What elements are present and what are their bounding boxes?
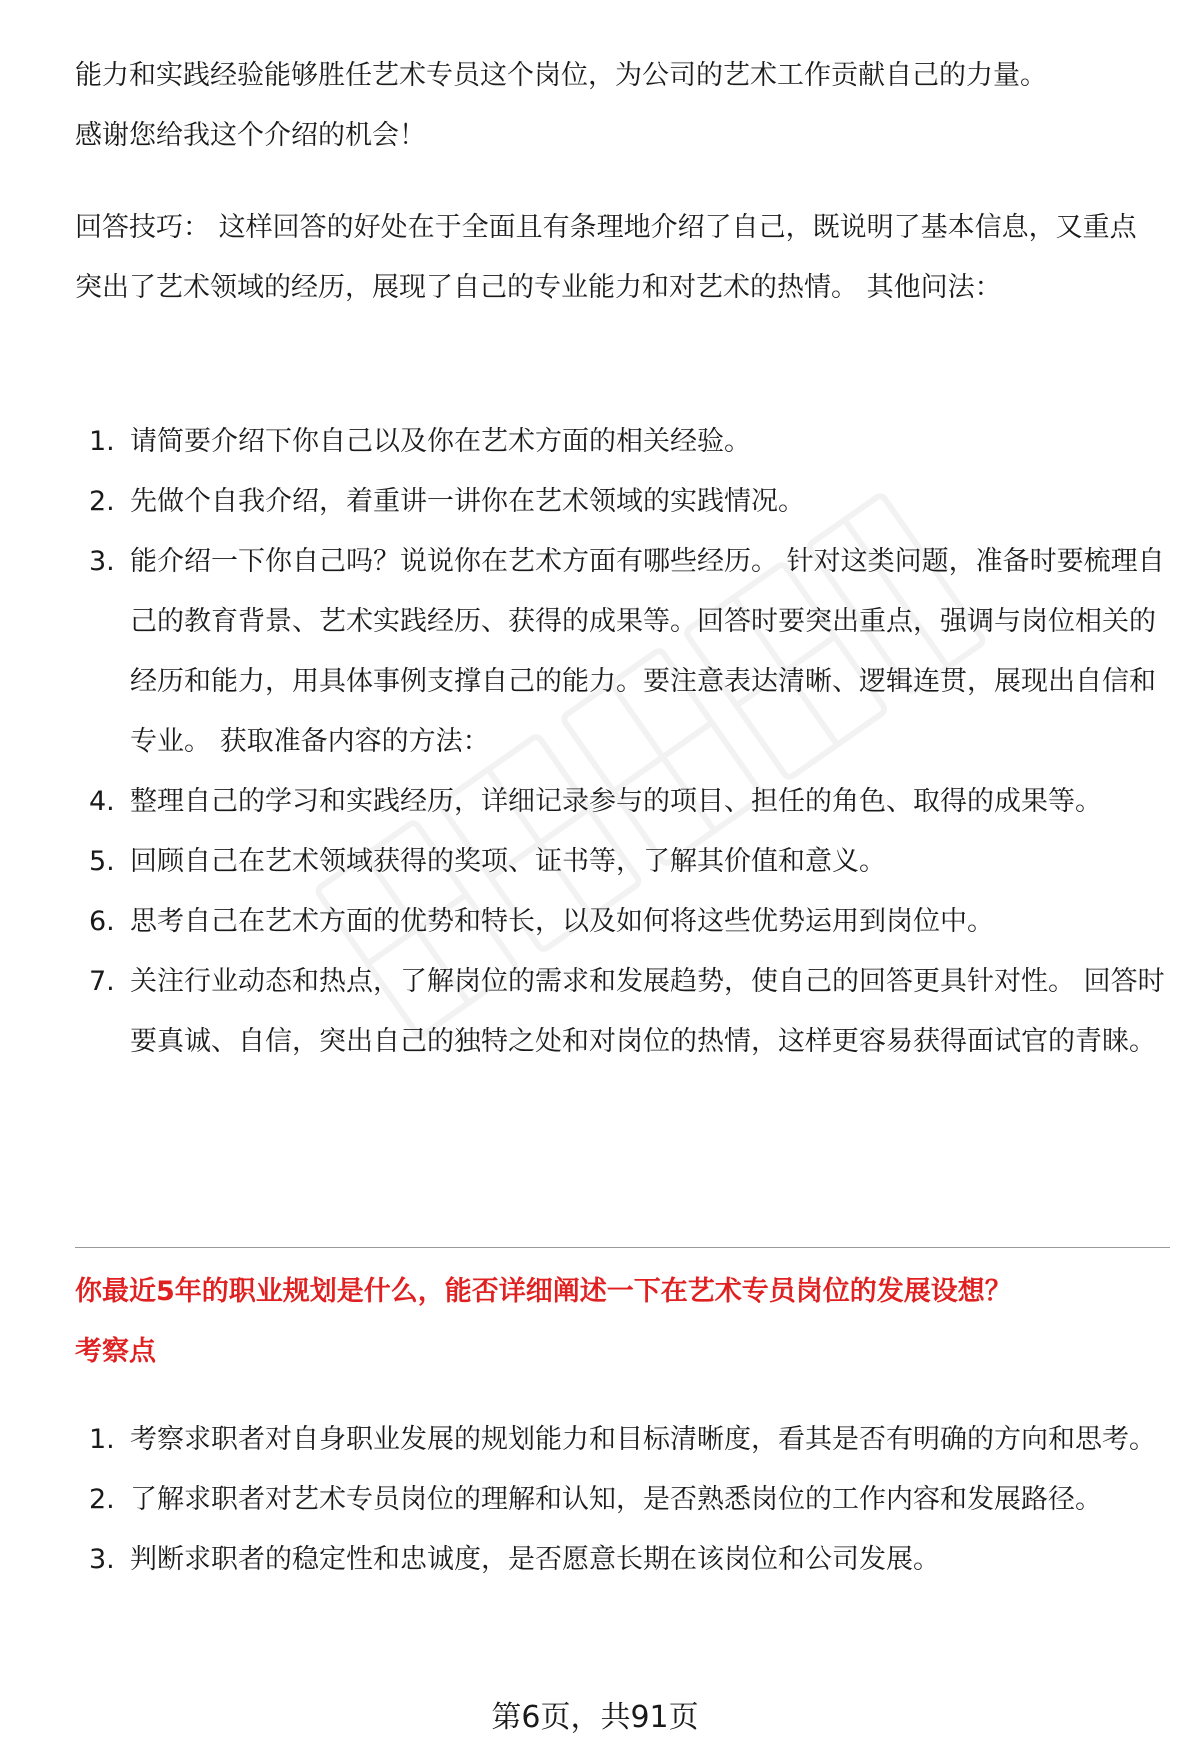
list-number: 1. [89, 1424, 115, 1455]
list-item [75, 472, 1165, 532]
list-item [75, 1530, 1165, 1590]
tips-paragraph: 回答技巧： 这样回答的好处在于全面且有条理地介绍了自己，既说明了基本信息，又重点突出了艺术领域的经历，展现了自己的专业能力和对艺术的热情。 其他问法： [75, 212, 1137, 303]
list-number: 6. [89, 906, 115, 937]
alternate-questions-list [75, 412, 1165, 1072]
page-number-footer: 第6页，共91页 [491, 1700, 699, 1735]
list-text: 关注行业动态和热点，了解岗位的需求和发展趋势，使自己的回答更具针对性。 回答时要真诚、自信，突出自己的独特之处和对岗位的热情，这样更容易获得面试官的青睐。 [130, 966, 1165, 1057]
list-text: 回顾自己在艺术领域获得的奖项、证书等，了解其价值和意义。 [130, 846, 886, 877]
list-text: 能介绍一下你自己吗？说说你在艺术方面有哪些经历。 针对这类问题，准备时要梳理自己的教育背景、艺术实践经历、获得的成果等。回答时要突出重点，强调与岗位相关的经历和能力，用具体事例支撑自己的能力。要注意表达清晰、逻辑连贯，展现出自信和专业。 获取准备内容的方法： [130, 546, 1165, 757]
list-number: 4. [89, 786, 115, 817]
list-item [75, 532, 1165, 772]
list-number: 3. [89, 1544, 115, 1575]
list-number: 1. [89, 426, 115, 457]
list-number: 7. [89, 966, 115, 997]
section-divider [75, 1247, 1170, 1248]
intro-line-1: 能力和实践经验能够胜任艺术专员这个岗位，为公司的艺术工作贡献自己的力量。 [75, 60, 1047, 91]
intro-paragraph [75, 46, 1155, 166]
question-subtitle: 考察点 [75, 1336, 156, 1367]
list-item [75, 1410, 1165, 1470]
list-item [75, 892, 1165, 952]
list-text: 考察求职者对自身职业发展的规划能力和目标清晰度，看其是否有明确的方向和思考。 [130, 1424, 1156, 1455]
list-text: 请简要介绍下你自己以及你在艺术方面的相关经验。 [130, 426, 751, 457]
list-text: 判断求职者的稳定性和忠诚度，是否愿意长期在该岗位和公司发展。 [130, 1544, 940, 1575]
assessment-points-list [75, 1410, 1165, 1590]
list-text: 先做个自我介绍，着重讲一讲你在艺术领域的实践情况。 [130, 486, 805, 517]
list-text: 思考自己在艺术方面的优势和特长，以及如何将这些优势运用到岗位中。 [130, 906, 994, 937]
list-item [75, 412, 1165, 472]
list-text: 了解求职者对艺术专员岗位的理解和认知，是否熟悉岗位的工作内容和发展路径。 [130, 1484, 1102, 1515]
list-item [75, 952, 1165, 1072]
list-item [75, 1470, 1165, 1530]
list-number: 2. [89, 486, 115, 517]
list-item [75, 772, 1165, 832]
list-number: 3. [89, 546, 115, 577]
list-text: 整理自己的学习和实践经历，详细记录参与的项目、担任的角色、取得的成果等。 [130, 786, 1102, 817]
list-item [75, 832, 1165, 892]
question-title: 你最近5年的职业规划是什么，能否详细阐述一下在艺术专员岗位的发展设想？ [75, 1276, 1012, 1307]
list-number: 5. [89, 846, 115, 877]
intro-line-2: 感谢您给我这个介绍的机会！ [75, 120, 426, 151]
list-number: 2. [89, 1484, 115, 1515]
